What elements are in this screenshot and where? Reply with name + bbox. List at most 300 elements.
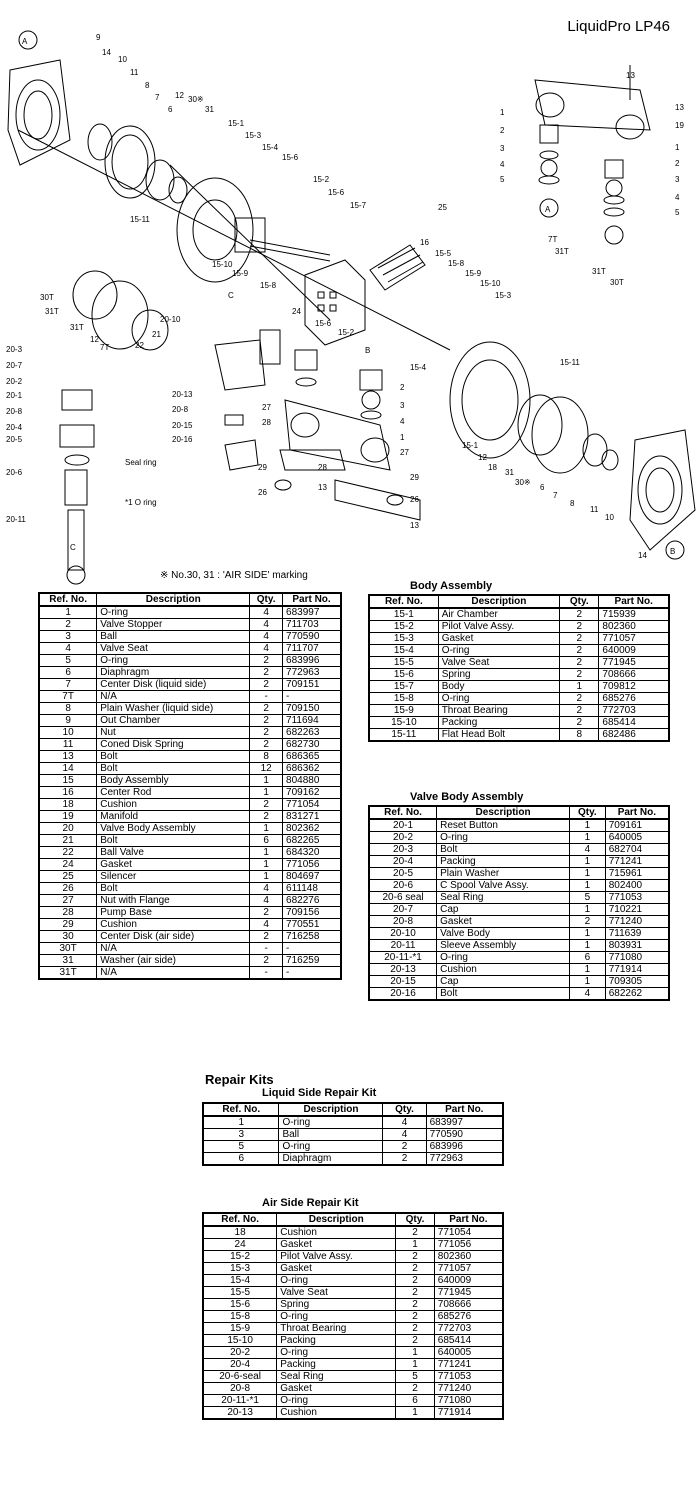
description: Ball (279, 1129, 383, 1141)
qty: 4 (250, 883, 283, 895)
table-row (369, 856, 669, 868)
col-ref: Ref. No. (203, 1103, 279, 1116)
table-row (39, 895, 341, 907)
part-no: 682265 (283, 835, 341, 847)
col-ref: Ref. No. (39, 593, 97, 606)
table-row (203, 1323, 503, 1335)
label-15-6c: 15-6 (315, 319, 332, 328)
qty: 1 (250, 787, 283, 799)
ref-no: 20-6 seal (369, 892, 437, 904)
table-row (203, 1153, 503, 1166)
ref-no: 26 (39, 883, 97, 895)
label-13d: 13 (410, 521, 419, 530)
description: Center Rod (97, 787, 250, 799)
part-no: 771054 (283, 799, 341, 811)
qty: 1 (250, 847, 283, 859)
part-no: 708666 (599, 669, 669, 681)
ref-no: 20-13 (203, 1407, 277, 1420)
part-no: 640009 (599, 645, 669, 657)
description: Packing (277, 1359, 396, 1371)
center-rod (18, 130, 450, 350)
label-3c: 3 (400, 401, 405, 410)
label-30b: 30※ (515, 478, 531, 487)
part-no: 772963 (426, 1153, 503, 1166)
description: Bolt (437, 844, 570, 856)
part-no: 709161 (605, 819, 669, 832)
description: Body (438, 681, 559, 693)
part-no: 682730 (283, 739, 341, 751)
qty: 1 (569, 856, 605, 868)
table-row (203, 1335, 503, 1347)
ref-no: 25 (39, 871, 97, 883)
part-no: 771057 (599, 633, 669, 645)
label-29b: 29 (410, 473, 419, 482)
part-no: 802362 (283, 823, 341, 835)
table-row (39, 739, 341, 751)
table-row (369, 904, 669, 916)
table-row (39, 967, 341, 980)
ref-no: 15-8 (203, 1311, 277, 1323)
label-7T-b: 7T (100, 343, 110, 352)
qty: 4 (250, 919, 283, 931)
part-no: 771054 (434, 1226, 503, 1239)
label-15-1: 15-1 (228, 119, 245, 128)
ref-no: 20-10 (369, 928, 437, 940)
description: O-ring (97, 606, 250, 619)
ref-no: 1 (39, 606, 97, 619)
label-24: 24 (292, 307, 301, 316)
description: Nut (97, 727, 250, 739)
table-row (369, 693, 669, 705)
body-assembly-table (368, 594, 670, 742)
label-28: 28 (262, 418, 271, 427)
description: Valve Seat (277, 1287, 396, 1299)
qty: 2 (396, 1335, 435, 1347)
col-desc: Description (437, 806, 570, 819)
description: N/A (97, 691, 250, 703)
ref-no: 20-3 (369, 844, 437, 856)
table-row (39, 943, 341, 955)
label-3: 3 (500, 144, 505, 153)
part-no: 770590 (426, 1129, 503, 1141)
table-row (39, 931, 341, 943)
label-1c: 1 (400, 433, 405, 442)
part-no: 683996 (283, 655, 341, 667)
part-no: 711694 (283, 715, 341, 727)
qty: 8 (560, 729, 599, 742)
label-11: 11 (130, 68, 139, 77)
ref-no: 11 (39, 739, 97, 751)
label-10: 10 (118, 55, 127, 64)
part-no: 772963 (283, 667, 341, 679)
description: Coned Disk Spring (97, 739, 250, 751)
part-no: 709151 (283, 679, 341, 691)
label-5: 5 (500, 175, 505, 184)
part-no: - (283, 967, 341, 980)
part-no: 771914 (605, 964, 669, 976)
table-row (39, 883, 341, 895)
qty: 1 (569, 904, 605, 916)
label-4: 4 (500, 160, 505, 169)
part-no: 771240 (605, 916, 669, 928)
label-20-11: 20-11 (6, 515, 26, 524)
qty: 6 (250, 835, 283, 847)
table-row (39, 763, 341, 775)
ref-no: 7T (39, 691, 97, 703)
qty: 1 (560, 681, 599, 693)
label-15-9: 15-9 (232, 269, 249, 278)
table-row (369, 988, 669, 1001)
ref-no: 18 (39, 799, 97, 811)
table-row (39, 691, 341, 703)
valve-body-assembly-table (368, 805, 670, 1001)
table-row (39, 919, 341, 931)
table-row (369, 681, 669, 693)
label-31T: 31T (555, 247, 569, 256)
part-no: 771056 (283, 859, 341, 871)
table-row (39, 871, 341, 883)
description: Body Assembly (97, 775, 250, 787)
table-row (203, 1299, 503, 1311)
table-row (39, 715, 341, 727)
ref-no: 20-6-seal (203, 1371, 277, 1383)
valve-body-assembly-title: Valve Body Assembly (410, 791, 524, 803)
part-no: 683996 (426, 1141, 503, 1153)
liquid-kit-table (202, 1102, 504, 1166)
table-row (39, 751, 341, 763)
ref-no: 20-4 (369, 856, 437, 868)
label-C2: C (70, 543, 76, 552)
label-20-8b: 20-8 (172, 405, 189, 414)
table-row (203, 1371, 503, 1383)
ref-no: 27 (39, 895, 97, 907)
ref-no: 20-8 (369, 916, 437, 928)
label-9: 9 (96, 33, 101, 42)
description: Sleeve Assembly (437, 940, 570, 952)
description: Valve Seat (438, 657, 559, 669)
table-header-row (369, 595, 669, 608)
liquid-kit-title: Liquid Side Repair Kit (262, 1087, 377, 1099)
ref-no: 15-11 (369, 729, 438, 742)
table-row (369, 892, 669, 904)
qty: 2 (560, 621, 599, 633)
repair-kits-title: Repair Kits (205, 1072, 274, 1087)
label-31T-b: 31T (592, 267, 606, 276)
col-qty: Qty. (569, 806, 605, 819)
label-13: 13 (626, 71, 635, 80)
ref-no: 15-6 (203, 1299, 277, 1311)
ref-no: 20-4 (203, 1359, 277, 1371)
table-row (39, 955, 341, 967)
silencer (370, 245, 425, 290)
ref-no: 29 (39, 919, 97, 931)
ref-no: 30T (39, 943, 97, 955)
qty: 2 (396, 1251, 435, 1263)
air-kit-table (202, 1212, 504, 1420)
label-C: C (228, 291, 234, 300)
qty: 4 (569, 988, 605, 1001)
qty: 2 (250, 907, 283, 919)
out-chamber-left (8, 31, 70, 165)
table-row (369, 868, 669, 880)
part-no: 682262 (605, 988, 669, 1001)
table-row (369, 657, 669, 669)
qty: - (250, 691, 283, 703)
qty: 1 (396, 1347, 435, 1359)
ref-no: 19 (39, 811, 97, 823)
table-row (203, 1251, 503, 1263)
part-no: 709812 (599, 681, 669, 693)
col-part: Part No. (434, 1213, 503, 1226)
description: Gasket (277, 1263, 396, 1275)
label-B: B (365, 346, 371, 355)
table-row (369, 621, 669, 633)
part-no: 804880 (283, 775, 341, 787)
label-20-2: 20-2 (6, 377, 23, 386)
description: Manifold (97, 811, 250, 823)
ref-no: 24 (39, 859, 97, 871)
description: Silencer (97, 871, 250, 883)
qty: 2 (396, 1226, 435, 1239)
description: Gasket (438, 633, 559, 645)
ref-no: 15-7 (369, 681, 438, 693)
table-row (203, 1226, 503, 1239)
label-16: 16 (420, 238, 429, 247)
ref-no: 31 (39, 955, 97, 967)
part-no: 771241 (434, 1359, 503, 1371)
description: O-ring (438, 693, 559, 705)
qty: 2 (560, 657, 599, 669)
part-no: 716259 (283, 955, 341, 967)
label-28b: 28 (318, 463, 327, 472)
part-no: 686362 (283, 763, 341, 775)
description: Bolt (97, 835, 250, 847)
label-2c: 2 (400, 383, 405, 392)
description: Cushion (277, 1226, 396, 1239)
ref-no: 14 (39, 763, 97, 775)
description: Plain Washer (437, 868, 570, 880)
description: Valve Body (437, 928, 570, 940)
label-14b: 14 (638, 551, 647, 560)
qty: 2 (560, 633, 599, 645)
part-no: 771241 (605, 856, 669, 868)
part-no: 685414 (434, 1335, 503, 1347)
label-30T: 30T (610, 278, 624, 287)
part-no: 803931 (605, 940, 669, 952)
label-20-8: 20-8 (6, 407, 23, 416)
table-row (203, 1383, 503, 1395)
ref-no: 8 (39, 703, 97, 715)
ref-no: 20-11-*1 (203, 1395, 277, 1407)
qty: 1 (569, 964, 605, 976)
label-B2: B (670, 547, 676, 556)
part-no: 771914 (434, 1407, 503, 1420)
table-row (39, 823, 341, 835)
label-o-ring: *1 O ring (125, 498, 157, 507)
label-31T-d: 31T (70, 323, 84, 332)
description: Throat Bearing (277, 1323, 396, 1335)
qty: 2 (250, 955, 283, 967)
manifold-bottom (275, 350, 420, 520)
description: Seal Ring (277, 1371, 396, 1383)
label-26b: 26 (410, 495, 419, 504)
table-row (39, 655, 341, 667)
part-no: 708666 (434, 1299, 503, 1311)
description: Cushion (277, 1407, 396, 1420)
label-29: 29 (258, 463, 267, 472)
ref-no: 20-13 (369, 964, 437, 976)
description: O-ring (277, 1311, 396, 1323)
label-15-4b: 15-4 (410, 363, 427, 372)
table-row (369, 669, 669, 681)
label-15-10b: 15-10 (480, 279, 501, 288)
description: Spring (438, 669, 559, 681)
ref-no: 15-9 (203, 1323, 277, 1335)
label-27b: 27 (400, 448, 409, 457)
description: Diaphragm (97, 667, 250, 679)
table-row (369, 928, 669, 940)
col-qty: Qty. (383, 1103, 426, 1116)
col-part: Part No. (605, 806, 669, 819)
qty: 2 (560, 645, 599, 657)
qty: 8 (250, 751, 283, 763)
qty: 2 (250, 931, 283, 943)
table-row (369, 705, 669, 717)
qty: 4 (250, 895, 283, 907)
qty: 1 (569, 832, 605, 844)
col-qty: Qty. (396, 1213, 435, 1226)
label-5b: 5 (675, 208, 680, 217)
qty: 2 (396, 1287, 435, 1299)
description: O-ring (279, 1116, 383, 1129)
part-no: 640005 (605, 832, 669, 844)
description: Gasket (277, 1383, 396, 1395)
part-no: 683997 (426, 1116, 503, 1129)
out-chamber-right (630, 430, 695, 559)
label-20-7: 20-7 (6, 361, 23, 370)
ref-no: 10 (39, 727, 97, 739)
diaphragm-stack-right (450, 342, 618, 473)
ref-no: 15-10 (369, 717, 438, 729)
qty: 2 (560, 717, 599, 729)
qty: 2 (560, 693, 599, 705)
label-15-3: 15-3 (245, 131, 262, 140)
label-18: 18 (488, 463, 497, 472)
ref-no: 15-10 (203, 1335, 277, 1347)
part-no: 682263 (283, 727, 341, 739)
description: Gasket (277, 1239, 396, 1251)
label-7b: 7 (553, 491, 558, 500)
description: Spring (277, 1299, 396, 1311)
ref-no: 20-6 (369, 880, 437, 892)
part-no: 685414 (599, 717, 669, 729)
description: Flat Head Bolt (438, 729, 559, 742)
table-header-row (39, 593, 341, 606)
ref-no: 15-3 (369, 633, 438, 645)
ref-no: 15-4 (369, 645, 438, 657)
label-20-3: 20-3 (6, 345, 23, 354)
part-no: 772703 (599, 705, 669, 717)
part-no: - (283, 691, 341, 703)
qty: 2 (250, 715, 283, 727)
label-21: 21 (152, 330, 161, 339)
description: Gasket (97, 859, 250, 871)
description: Packing (438, 717, 559, 729)
qty: 2 (396, 1383, 435, 1395)
qty: 2 (383, 1153, 426, 1166)
part-no: 771080 (434, 1395, 503, 1407)
description: Cushion (97, 799, 250, 811)
ref-no: 7 (39, 679, 97, 691)
description: Gasket (437, 916, 570, 928)
part-no: 771053 (605, 892, 669, 904)
col-part: Part No. (426, 1103, 503, 1116)
qty: 2 (250, 811, 283, 823)
main-parts-table (38, 592, 342, 980)
table-row (369, 916, 669, 928)
description: Cap (437, 904, 570, 916)
label-12: 12 (175, 91, 184, 100)
table-row (203, 1287, 503, 1299)
part-no: 685276 (434, 1311, 503, 1323)
ref-no: 3 (39, 631, 97, 643)
label-15-4: 15-4 (262, 143, 279, 152)
ref-no: 21 (39, 835, 97, 847)
qty: 4 (250, 631, 283, 643)
description: Cushion (437, 964, 570, 976)
description: Cap (437, 976, 570, 988)
ref-no: 20-1 (369, 819, 437, 832)
label-20-4: 20-4 (6, 423, 23, 432)
label-20-10: 20-10 (160, 315, 181, 324)
part-no: 802360 (434, 1251, 503, 1263)
ref-no: 2 (39, 619, 97, 631)
ref-no: 20-5 (369, 868, 437, 880)
ref-no: 20-8 (203, 1383, 277, 1395)
label-26: 26 (258, 488, 267, 497)
qty: 2 (383, 1141, 426, 1153)
col-qty: Qty. (560, 595, 599, 608)
qty: 2 (250, 655, 283, 667)
description: O-ring (437, 832, 570, 844)
description: O-ring (438, 645, 559, 657)
qty: 1 (569, 976, 605, 988)
label-12c: 12 (478, 453, 487, 462)
diaphragm-stack-left (88, 124, 265, 282)
qty: 1 (250, 859, 283, 871)
table-row (39, 727, 341, 739)
qty: - (250, 943, 283, 955)
label-7: 7 (155, 93, 160, 102)
ref-no: 4 (39, 643, 97, 655)
air-kit-title: Air Side Repair Kit (262, 1197, 359, 1209)
label-4c: 4 (400, 417, 405, 426)
ref-no: 6 (203, 1153, 279, 1166)
qty: 4 (569, 844, 605, 856)
part-no: 709156 (283, 907, 341, 919)
description: Pilot Valve Assy. (438, 621, 559, 633)
ref-no: 1 (203, 1116, 279, 1129)
label-7T: 7T (548, 235, 558, 244)
ref-no: 20-15 (369, 976, 437, 988)
table-row (369, 976, 669, 988)
label-15-11: 15-11 (130, 215, 150, 224)
table-row (39, 667, 341, 679)
table-row (369, 880, 669, 892)
page-title: LiquidPro LP46 (567, 18, 670, 35)
ref-no: 13 (39, 751, 97, 763)
label-31b: 31 (505, 468, 514, 477)
